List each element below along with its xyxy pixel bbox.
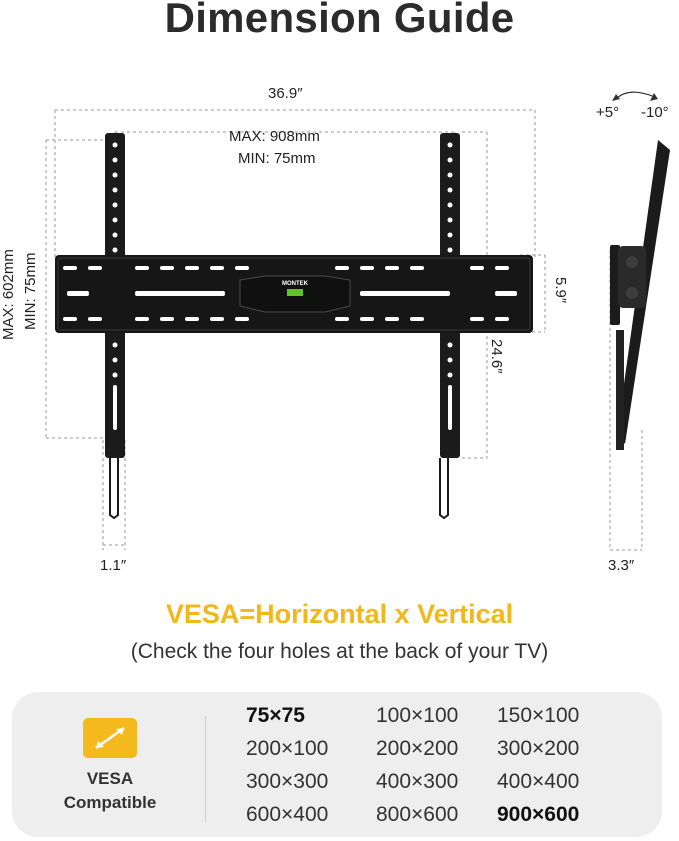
vesa-size-item: 300×300 bbox=[246, 770, 329, 793]
vesa-size-item: 600×400 bbox=[246, 803, 329, 826]
vesa-compatible-label bbox=[40, 767, 180, 815]
page-title: Dimension Guide bbox=[164, 0, 515, 41]
vesa-size-item: 400×300 bbox=[376, 770, 459, 793]
overall-height-dimension: 24.6″ bbox=[488, 339, 505, 374]
vesa-size-item: 150×100 bbox=[497, 704, 580, 727]
badge-line-compatible: Compatible bbox=[63, 793, 157, 812]
vesa-size-item: 200×100 bbox=[246, 737, 329, 760]
vesa-size-item: 200×200 bbox=[376, 737, 459, 760]
vesa-badge bbox=[83, 718, 137, 758]
vesa-subtitle: (Check the four holes at the back of your TV) bbox=[130, 640, 549, 663]
vesa-size-item: 400×400 bbox=[497, 770, 580, 793]
panel-divider bbox=[205, 716, 206, 822]
vesa-size-item: 300×200 bbox=[497, 737, 580, 760]
vesa-size-item: 800×600 bbox=[376, 803, 459, 826]
tilt-depth-dimension: 3.3″ bbox=[608, 557, 635, 574]
width-dimension: 36.9″ bbox=[268, 85, 303, 102]
resize-arrows-icon bbox=[83, 718, 137, 758]
plate-height-dimension: 5.9″ bbox=[552, 277, 569, 304]
vesa-size-item: 75×75 bbox=[246, 704, 305, 727]
vertical-spacing-max: MAX: 602mm bbox=[0, 249, 17, 340]
vesa-size-item: 100×100 bbox=[376, 704, 459, 727]
vesa-size-item: 900×600 bbox=[497, 803, 580, 826]
tilt-up-angle: +5° bbox=[596, 104, 620, 121]
tilt-down-angle: -10° bbox=[641, 104, 669, 121]
hole-spacing-max: MAX: 908mm bbox=[229, 128, 320, 145]
vesa-heading: VESA=Horizontal x Vertical bbox=[165, 599, 514, 629]
brand-label: MONTEK bbox=[282, 281, 308, 287]
depth-dimension: 1.1″ bbox=[100, 557, 127, 574]
vertical-spacing-min: MIN: 75mm bbox=[22, 252, 39, 330]
hole-spacing-min: MIN: 75mm bbox=[238, 150, 316, 167]
badge-line-vesa: VESA bbox=[86, 769, 134, 788]
